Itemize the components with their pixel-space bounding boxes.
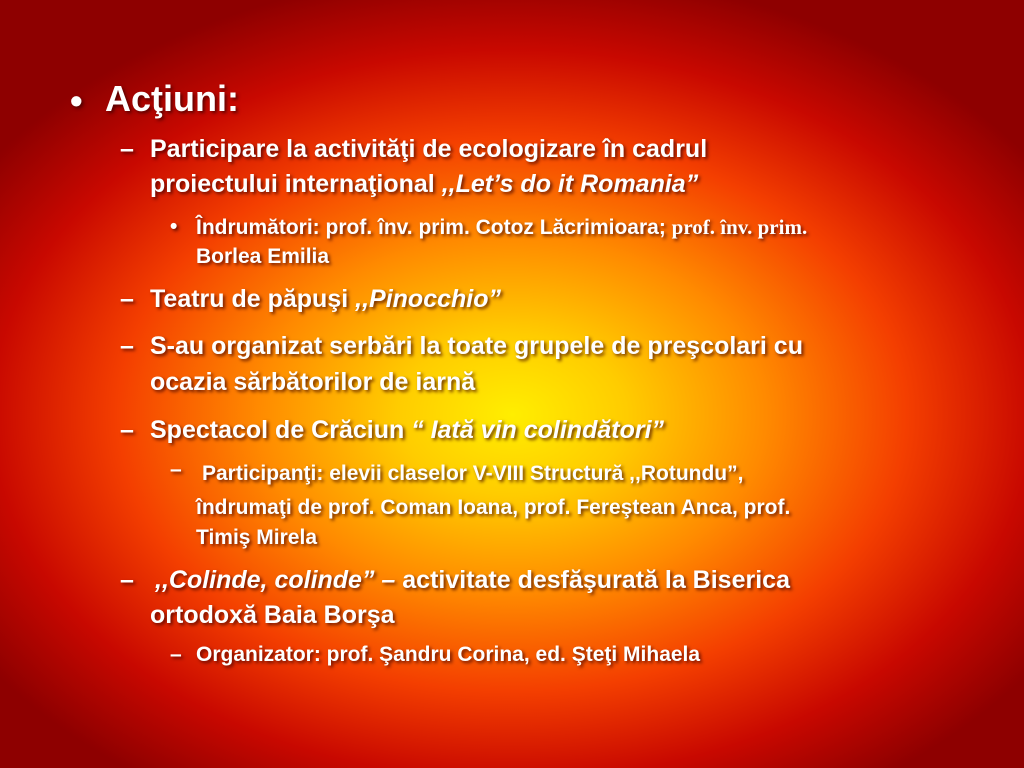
item-line: Spectacol de Crăciun “ Iată vin colindători” [150, 416, 665, 444]
sub-dash-bullet: – [170, 643, 182, 666]
sub-dash-bullet: – [170, 458, 182, 481]
item-italic: ,,Colinde, colinde” – [155, 566, 403, 594]
item-italic: ,,Pinocchio” [355, 285, 501, 313]
item-italic: ,,Let’s do it Romania” [441, 170, 699, 198]
sub-line: Participanţi: elevii claselor V-VIII Structură ,,Rotundu”, [202, 462, 744, 485]
sub-line: Borlea Emilia [196, 245, 330, 268]
dash-bullet: – [120, 566, 134, 594]
item-line: ortodoxă Baia Borşa [150, 601, 395, 629]
sub-line: îndrumaţi de prof. Coman Ioana, prof. Fereştean Anca, prof. [196, 496, 791, 519]
item-line: S-au organizat serbări la toate grupele de preşcolari cu [150, 332, 803, 360]
item-line: proiectului internaţional ,,Let’s do it Romania” [150, 170, 699, 198]
item-italic: “ Iată vin colindători” [411, 416, 665, 444]
dash-bullet: – [120, 135, 134, 163]
dash-bullet: – [120, 332, 134, 360]
item-line: Teatru de păpuşi ,,Pinocchio” [150, 285, 501, 313]
item-line: Participare la activităţi de ecologizare în cadrul [150, 135, 708, 163]
sub-line: Îndrumători: prof. înv. prim. Cotoz Lăcrimioara; prof. înv. prim. [196, 215, 808, 239]
sub-serif-part: prof. înv. prim. [671, 215, 808, 239]
item-line: ocazia sărbătorilor de iarnă [150, 368, 476, 396]
dash-bullet: – [120, 285, 134, 313]
heading: Acţiuni: [105, 78, 239, 119]
heading-bullet: • [70, 80, 83, 121]
sub-bullet: • [170, 215, 178, 238]
sub-line: Organizator: prof. Şandru Corina, ed. Şteţi Mihaela [196, 643, 701, 666]
dash-bullet: – [120, 416, 134, 444]
sub-line: Timiş Mirela [196, 526, 317, 549]
item-line: ,,Colinde, colinde” – activitate desfăşurată la Biserica [155, 566, 790, 594]
